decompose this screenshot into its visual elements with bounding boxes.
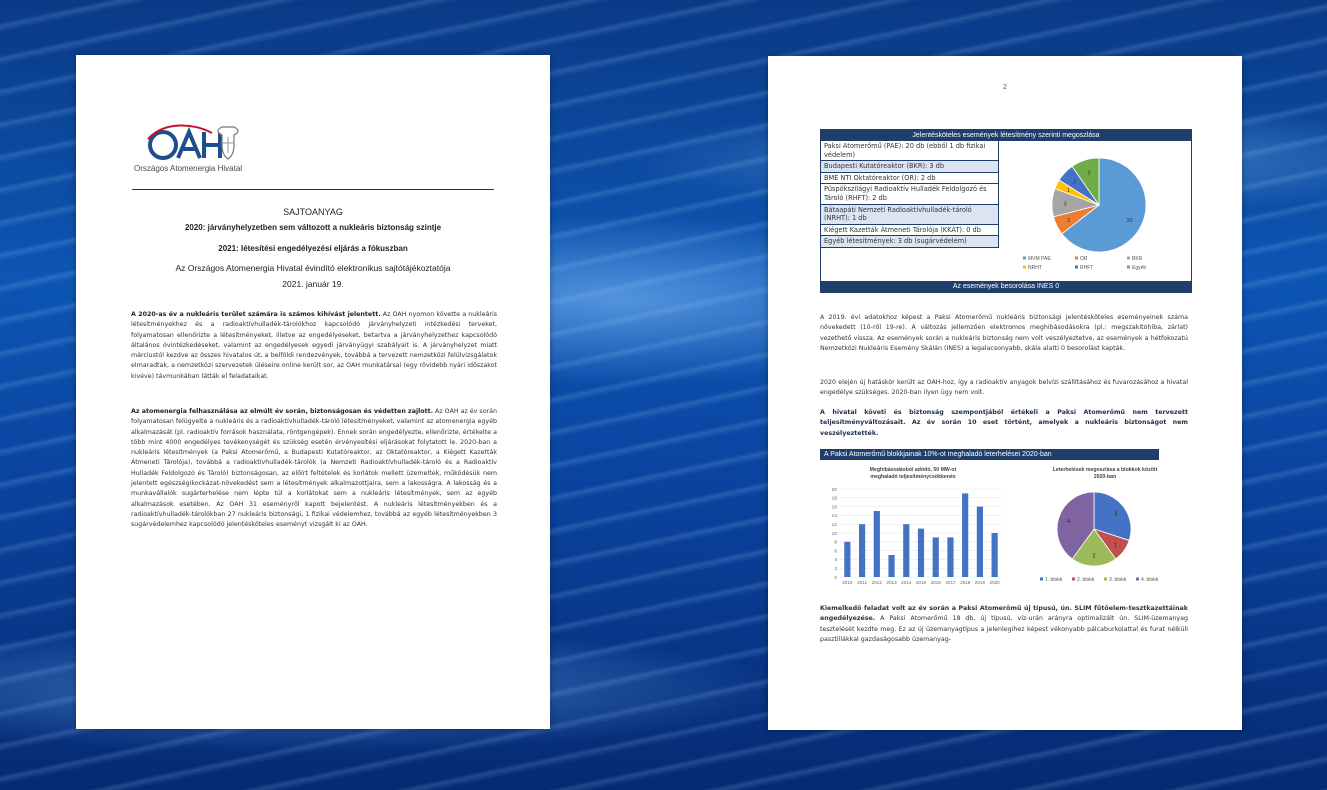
events-table-footer: Az események besorolása INES 0 (821, 281, 1191, 292)
bar (844, 542, 850, 577)
slice-label: 3 (1063, 201, 1067, 208)
legend-swatch (1127, 266, 1130, 269)
legend-label: 2. blokk (1077, 577, 1095, 583)
legend-swatch (1127, 257, 1130, 260)
paragraph-paks-events: A 2019. évi adatokhoz képest a Paksi Atomerőmű nukleáris biztonsági jelentésköteles eseményeinek száma növekedett (10-ről 19-re). A változás jellemzően elektromos meghibásodásokra (pl.: megszakítóhiba, zárlat) vezethető vissza. Az események során a nukleáris biztonság nem volt veszélyeztetve, az események a hétfokozatú Nemzetközi Nukleáris Esemény Skálán (INES) a legalacsonyabb, skála alatti 0 besorolást kapták. (820, 314, 1188, 352)
legend-swatch (1136, 578, 1139, 581)
y-tick-label: 14 (831, 514, 837, 520)
table-row: Kiégett Kazetták Átmeneti Tárolója (KKÁT): 0 db (821, 225, 999, 237)
x-tick-label: 2013 (886, 580, 897, 585)
document-date: 2021. január 19. (282, 279, 344, 289)
slice-label: 2 (1072, 179, 1077, 186)
legend-swatch (1075, 257, 1078, 260)
x-tick-label: 2019 (974, 580, 986, 585)
bar (874, 511, 880, 577)
document-page-1 (76, 55, 550, 729)
x-tick-label: 2014 (901, 580, 912, 585)
bar-chart-title: meghaladó teljesítménycsökkenés (870, 474, 956, 480)
slice-label: 3 (1087, 170, 1091, 177)
legend-swatch (1023, 257, 1026, 260)
y-tick-label: 8 (834, 540, 837, 546)
table-row: Egyéb létesítmények: 3 db (sugárvédelem) (821, 236, 999, 248)
document-title: SAJTOANYAG (283, 207, 343, 217)
bar (933, 537, 939, 577)
slice-label: 2 (1067, 217, 1071, 224)
legend-label: RHFT (1080, 265, 1094, 271)
bar (859, 524, 865, 577)
legend-swatch (1075, 266, 1078, 269)
table-row: BME NTI Oktatóreaktor (OR): 2 db (821, 173, 999, 185)
logo-caption: Országos Atomenergia Hivatal (134, 164, 243, 173)
x-tick-label: 2015 (915, 580, 927, 585)
slice-label: 20 (1126, 217, 1133, 224)
legend-label: 4. blokk (1141, 577, 1159, 583)
x-tick-label: 2020 (989, 580, 1000, 585)
paragraph-lead: Az atomenergia felhasználása az elmúlt év során, biztonságosan és védetten zajlott. (131, 408, 433, 415)
events-table-rows (821, 141, 999, 248)
legend-label: Egyéb (1132, 265, 1147, 271)
table-row: Püspökszilágyi Radioaktív Hulladék Feldolgozó és Tároló (RHFT): 2 db (821, 184, 999, 204)
bar (962, 493, 968, 577)
y-tick-label: 16 (831, 505, 837, 511)
legend-label: 1. blokk (1045, 577, 1063, 583)
legend-label: MVM PAE (1028, 256, 1051, 262)
y-tick-label: 20 (831, 487, 837, 493)
slice-label: 1 (1114, 542, 1118, 549)
paragraph-challenges (131, 310, 497, 382)
page-number: 2 (1003, 84, 1007, 91)
header-rule (132, 189, 494, 190)
y-tick-label: 2 (834, 567, 837, 572)
x-tick-label: 2010 (842, 580, 853, 585)
bar (918, 529, 924, 577)
bar (888, 555, 894, 577)
bar (977, 507, 983, 577)
paragraph-body: A Paksi Atomerőmű 18 db, új típusú, víz-urán arányra optimalizált ún. SLIM-üzemanyag tesztelését kezdte meg. Ez az új üzemanyagtípus a jelenlegihez képest vékonyabb pálcaburkolattal és furat nélküli pasztillákkal gazdaságosabb üzemanyag- (820, 615, 1188, 643)
bar (947, 537, 953, 577)
slice-label: 3 (1114, 511, 1118, 518)
legend-label: BKR (1132, 256, 1143, 262)
events-table (820, 129, 1192, 293)
chart-section-title: A Paksi Atomerőmű blokkjainak 10%-ot meghaladó leterhelései 2020-ban (820, 449, 1159, 460)
document-page-2 (768, 56, 1242, 730)
y-tick-label: 18 (831, 496, 837, 502)
subtitle-2020: 2020: járványhelyzetben sem változott a nukleáris biztonság szintje (184, 223, 442, 232)
y-tick-label: 0 (834, 575, 837, 581)
paragraph-slim (820, 604, 1188, 645)
subtitle-2021: 2021: létesítési engedélyezési eljárás a fókuszban (218, 244, 408, 253)
x-tick-label: 2017 (945, 580, 956, 585)
pie-chart-title: Leterhelések megoszlása a blokkok között (1052, 467, 1158, 473)
power-reduction-bar-chart (820, 461, 1006, 589)
y-tick-label: 12 (831, 523, 837, 528)
legend-label: NRHT (1028, 265, 1042, 271)
y-tick-label: 4 (834, 558, 837, 564)
paragraph-new-authority: 2020 elején új hatáskör került az OAH-hoz, így a radioaktív anyagok belvízi szállításához és fuvarozásához a hivatal engedélye szükséges. 2020-ban ilyen ügy nem volt. (820, 379, 1188, 397)
legend-swatch (1023, 266, 1026, 269)
legend-label: OR (1080, 256, 1088, 262)
pie-chart-title: 2020-ban (1093, 474, 1117, 480)
bar (903, 524, 909, 577)
bar (992, 533, 998, 577)
unit-distribution-pie-chart (1020, 461, 1190, 589)
slice-label: 1 (1067, 188, 1071, 195)
event-description: Az Országos Atomenergia Hivatal évindító elektronikus sajtótájékoztatója (175, 263, 451, 273)
events-table-title: Jelentésköteles események létesítmény szerinti megoszlása (821, 130, 1191, 141)
x-tick-label: 2016 (930, 580, 941, 585)
paragraph-lead: A 2020-as év a nukleáris terület számára is számos kihívást jelentett. (131, 311, 381, 318)
slice-label: 4 (1067, 518, 1071, 525)
table-row: Bátaapáti Nemzeti Radioaktívhulladék-tároló (NRHT): 1 db (821, 205, 999, 225)
paragraph-power-changes: A hivatal követi és biztonság szempontjából értékeli a Paksi Atomerőmű nem tervezett teljesítményváltozásait. Az év során 10 eset történt, amelyek a nukleáris biztonságot nem veszélyeztették. (820, 409, 1188, 437)
slice-label: 2 (1092, 553, 1096, 560)
legend-swatch (1104, 578, 1107, 581)
legend-swatch (1040, 578, 1043, 581)
legend-swatch (1072, 578, 1075, 581)
x-tick-label: 2018 (960, 580, 971, 585)
paragraph-body: Az OAH nyomon követte a nukleáris létesítményekhez és a radioaktívhulladék-tárolókhoz kapcsolódó járványhelyzeti intézkedési terveket, folyamatosan ellenőrizte a létesítményeket, illetve az engedélyeseket, betartva a járványhelyzethez kapcsolódó általános óvintézkedéseket, valamint az engedélyesek egyedi járványügyi szabályait is. A járványhelyzet miatt márciustól kezdve az összes hivatalos út, a belföldi rendezvények, továbbá a tervezett nemzetközi felülvizsgálatok elmaradtak, a nemzetközi szervezetek üléseire online került sor, az OAH munkatársai (egy rövidebb nyári időszakot kivéve) távmunkában látták el feladataikat. (131, 311, 498, 380)
x-tick-label: 2011 (857, 580, 868, 585)
paragraph-safety (131, 407, 497, 531)
paragraph-body: Az OAH az év során folyamatosan felügyelte a nukleáris és a radioaktívhulladék-tároló létesítményeket, valamint az atomenergia egyéb alkalmazását (pl. radioaktív források használata, röntgengépek). Ennek során engedélyezte, ellenőrizte, értékelte a több mint 4000 engedélyes tevékenységét és szükség esetén érvényesítési eljárásokat folytatott le. 2020-ban a nukleáris létesítmények (a Paksi Atomerőmű, a Budapesti Kutatóreaktor, az Oktatóreaktor, a Kiégett Kazetták Átmeneti Tárolója), továbbá a radioaktívhulladék-tárolók (a Nemzeti Radioaktívhulladék-tároló és a Radioaktív Hulladék Feldolgozó és Tároló) biztonságosan, az előírt feltételek és korlátok mellett üzemeltek, működésük nem jelentett egészségikockázat-növekedést sem a létesítmények alkalmazottjaira, sem a lakosságra. A lakosság és a munkavállalók sugárterhelése nem lépte túl a korlátokat sem a nukleáris létesítmények, sem az egyéb alkalmazások esetében. Az OAH 31 eseményről kapott bejelentést. A nukleáris létesítményekben és a radioaktívhulladék-tárolókban 27 nukleáris biztonsági, 1 fizikai védelemhez, továbbá az egyéb létesítményekben 3 sugárvédelemhez kapcsolódó jelentésköteles eseményt vizsgált ki az OAH. (131, 408, 497, 529)
table-row: Paksi Atomerőmű (PAE): 20 db (ebből 1 db fizikai védelem) (821, 141, 999, 161)
y-tick-label: 10 (831, 531, 837, 537)
paragraph-lead: Kiemelkedő feladat volt az év során a Paksi Atomerőmű új típusú, ún. SLIM fűtőelem-tesztkazettáinak engedélyezése. (820, 605, 1188, 623)
bar-chart-title: Meghibásodásból adódó, 50 MW-ot (869, 467, 957, 473)
x-tick-label: 2012 (871, 580, 882, 585)
table-row: Budapesti Kutatóreaktor (BKR): 3 db (821, 161, 999, 173)
events-pie-chart (1001, 143, 1191, 279)
y-tick-label: 6 (834, 549, 837, 555)
legend-label: 3. blokk (1109, 577, 1127, 583)
